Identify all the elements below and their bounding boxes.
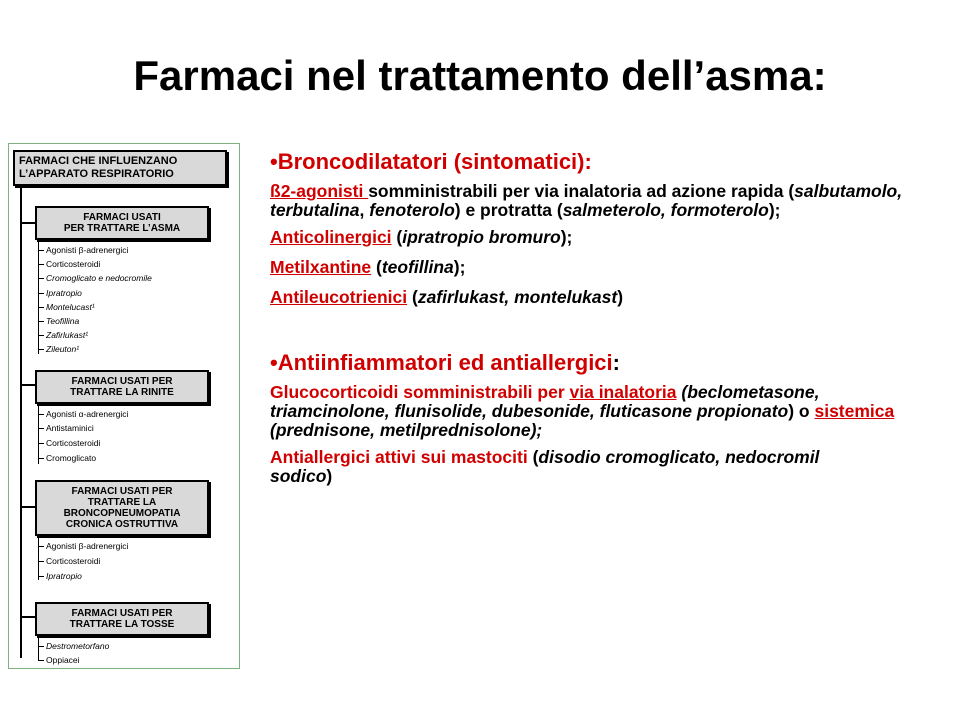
drug-classification-diagram [8, 143, 240, 669]
para-text: ) o [788, 401, 815, 421]
group-box-rinite [35, 370, 209, 404]
para-italic: salbutamolo, terbutalina [270, 181, 903, 220]
para-text: somministrabili per via inalatoria ad azione rapida ( [368, 181, 795, 201]
group-item: Agonisti β-adrenergici [38, 541, 128, 551]
para-italic: zafirlukast, montelukast [417, 287, 618, 307]
group-box-line: CRONICA OSTRUTTIVA [65, 519, 179, 530]
antileucotrienici-paragraph [270, 288, 930, 307]
para-text: ) e protratta ( [454, 200, 563, 220]
group-box-line: FARMACI USATI PER [71, 486, 173, 497]
group-box-line: FARMACI USATI PER [71, 376, 173, 387]
group-item: Ipratropio [38, 571, 82, 581]
group-item: Ipratropio [38, 288, 82, 298]
group-box-asma [35, 206, 209, 240]
group-item: Corticosteroidi [38, 259, 100, 269]
para-text: ) [617, 287, 624, 307]
group-item: Agonisti β-adrenergici [38, 245, 128, 255]
para-text: ); [560, 227, 573, 247]
group-item: Cromoglicato e nedocromile [38, 273, 152, 283]
group-box-line: BRONCOPNEUMOPATIA [63, 508, 181, 519]
diagram-branch [22, 616, 35, 618]
group-item: Antistaminici [38, 423, 94, 433]
diagram-branch [22, 506, 35, 508]
group-item: Zileuton¹ [38, 344, 79, 354]
group-box-line: PER TRATTARE L’ASMA [63, 223, 181, 234]
para-red-text: Glucocorticoidi somministrabili per [270, 382, 570, 402]
sistemica-link[interactable]: sistemica [814, 401, 895, 421]
para-italic: teofillina [381, 257, 454, 277]
glucocorticoidi-paragraph [270, 383, 910, 440]
group-item: Oppiacei [38, 655, 80, 665]
para-text: , [359, 200, 370, 220]
group-item: Destrometorfano [38, 641, 109, 651]
metilxantine-link[interactable]: Metilxantine [270, 257, 372, 277]
metilxantine-paragraph [270, 258, 930, 277]
beta-agonisti-paragraph [270, 182, 910, 220]
diagram-branch [22, 222, 35, 224]
section-heading-antiinfiammatori [270, 349, 930, 377]
para-red-text: Antiallergici attivi sui mastociti [270, 447, 528, 467]
para-text: ); [768, 200, 781, 220]
antiallergici-paragraph [270, 448, 870, 486]
para-italic: ipratropio bromuro [402, 227, 561, 247]
heading-colon: : [612, 350, 620, 375]
slide-content [270, 148, 930, 486]
para-text: ( [391, 227, 403, 247]
via-inalatoria-link[interactable]: via inalatoria [569, 382, 677, 402]
para-italic: fenoterolo [369, 200, 455, 220]
group-item: Agonisti α-adrenergici [38, 409, 128, 419]
para-text: ( [527, 447, 539, 467]
group-item: Montelucast¹ [38, 302, 95, 312]
antileucotrienici-link[interactable]: Antileucotrienici [270, 287, 408, 307]
heading-text: •Antiinfiammatori ed antiallergici [270, 350, 613, 375]
para-text: ( [371, 257, 382, 277]
para-italic: disodio cromoglicato, nedocromil sodico [270, 447, 820, 486]
group-box-line: FARMACI USATI [83, 212, 161, 223]
group-item: Zafirlukast¹ [38, 330, 88, 340]
slide-title: Farmaci nel trattamento dell’asma: [133, 52, 827, 99]
group-item: Corticosteroidi [38, 438, 100, 448]
group-box-line: FARMACI USATI PER [71, 608, 173, 619]
diagram-branch [22, 384, 35, 386]
para-text: ); [453, 257, 466, 277]
para-italic: salmeterolo, formoterolo [562, 200, 769, 220]
group-box-line: TRATTARE LA TOSSE [69, 619, 175, 630]
group-item: Cromoglicato [38, 453, 96, 463]
beta-agonisti-link[interactable]: ß2-agonisti [270, 181, 369, 201]
group-box-bpco [35, 480, 209, 536]
para-text: ) [326, 466, 333, 486]
anticolinergici-paragraph [270, 228, 930, 247]
para-text: ( [407, 287, 418, 307]
diagram-trunk-line [20, 184, 22, 658]
main-box-line: FARMACI CHE INFLUENZANO [19, 155, 178, 167]
group-box-line: TRATTARE LA [87, 497, 157, 508]
group-box-line: TRATTARE LA RINITE [70, 387, 174, 398]
main-box [13, 150, 227, 186]
anticolinergici-link[interactable]: Anticolinergici [270, 227, 392, 247]
section-heading-broncodilatatori: •Broncodilatatori (sintomatici): [270, 149, 592, 174]
group-item: Teofillina [38, 316, 79, 326]
para-italic: (prednisone, metilprednisolone); [270, 420, 543, 440]
main-box-line: L’APPARATO RESPIRATORIO [19, 168, 174, 180]
group-box-tosse [35, 602, 209, 636]
group-item: Corticosteroidi [38, 556, 100, 566]
para-italic: (beclometasone, triamcinolone, flunisolide, dubesonide, fluticasone propionato [270, 382, 820, 421]
